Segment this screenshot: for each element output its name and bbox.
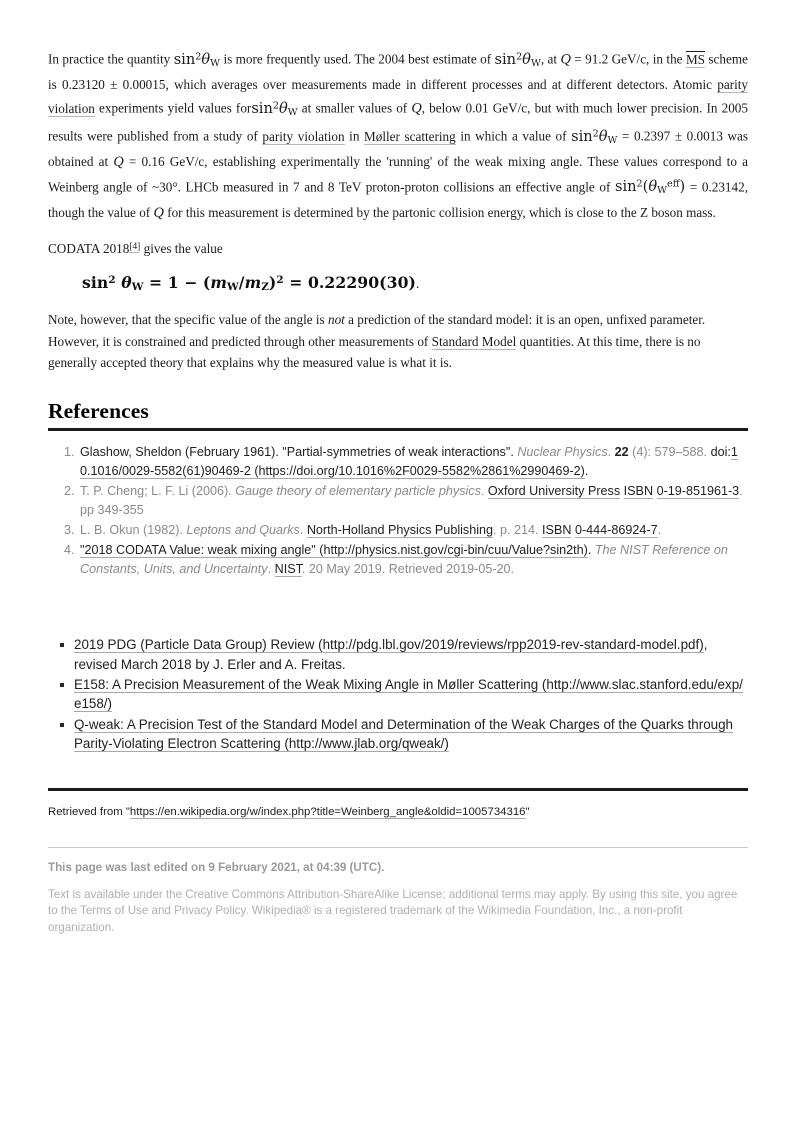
reference-item-3 (78, 521, 748, 540)
isbn-link[interactable]: 0-19-851961-3 (656, 484, 740, 499)
link-parity-violation[interactable]: parity violation (48, 77, 748, 116)
link-nist[interactable]: NIST (274, 562, 302, 577)
article-page (48, 46, 748, 936)
link-ms-bar-scheme[interactable] (686, 52, 705, 68)
link-pdg-url[interactable]: (http://pdg.lbl.gov/2019/reviews/rpp2019-rev-standard-model.pdf) (314, 637, 704, 653)
text-fragment: for this measurement is determined by the partonic collision energy, which is close to the Z boson mass. (163, 204, 716, 220)
reference-issue-pages: (4): 579–588. (628, 445, 711, 460)
doi-link[interactable]: 10.1016/0029-5582(61)90469-2 (80, 445, 738, 479)
variable-q: Q (113, 154, 124, 171)
link-parity-violation-2[interactable]: parity violation (262, 128, 345, 144)
doi-url[interactable]: (https://doi.org/10.1016%2F0029-5582%2861%2990469-2) (250, 464, 585, 479)
reference-authors: Glashow, Sheldon (February 1961). "Partial-symmetries of weak interactions". (80, 445, 518, 460)
reference-authors: T. P. Cheng; L. F. Li (2006). (80, 484, 236, 499)
reference-source: The NIST Reference on Constants, Units, and Uncertainty (80, 543, 728, 577)
text-fragment: . (657, 523, 662, 538)
text-fragment: CODATA 2018 (48, 240, 130, 256)
reference-journal: Nuclear Physics (517, 445, 608, 460)
math-sin2-theta-w-eff: $\sin^2(\theta_W^{eff})$ (614, 178, 686, 197)
reference-item-1 (78, 443, 748, 481)
link-qweak-url[interactable]: (http://www.jlab.org/qweak/) (280, 736, 449, 752)
formula-slash: / (238, 273, 245, 293)
text-fragment: in which a value of (455, 128, 572, 144)
text-fragment: . (480, 484, 488, 499)
variable-q: Q (560, 51, 571, 68)
footer-divider-thin (48, 847, 748, 848)
reference-volume: 22 (614, 445, 629, 460)
text-fragment: . 20 May 2019. Retrieved 2019-05-20. (301, 562, 515, 577)
text-fragment: = 0.16 GeV/c, establishing experimentally the 'running' of the weak mixing angle. These values correspond to a Weinberg angle of ~30°. LHCb measured in 7 and 8 TeV proton-proton collisions an effective angle of (48, 154, 748, 195)
link-publisher[interactable]: North-Holland Physics Publishing (306, 523, 494, 538)
references-list (48, 443, 748, 579)
link-moller-scattering[interactable]: Møller scattering (364, 128, 456, 144)
citation-link-4[interactable]: [4] (129, 241, 141, 252)
link-pdg-review[interactable]: 2019 PDG (Particle Data Group) Review (74, 637, 315, 653)
math-sin2-theta-w: $\sin^2\theta_W$ (173, 50, 221, 69)
emphasis-not: not (327, 312, 345, 328)
text-fragment: , at (540, 51, 561, 67)
text-fragment: , revised March 2018 by J. Erler and A. Freitas. (74, 637, 708, 672)
text-fragment: . pp 349-355 (80, 484, 743, 518)
text-fragment: , below 0.01 GeV/c, but with much lower precision. In 2005 results were published from a study of (48, 100, 748, 144)
external-link-item (74, 635, 748, 674)
link-qweak[interactable]: Q-weak: A Precision Test of the Standard Model and Determination of the Weak Charges of the Quarks through Parity-Violating Electron Scattering (74, 716, 733, 752)
link-standard-model[interactable]: Standard Model (431, 333, 517, 349)
text-fragment: experiments yield values for (94, 100, 252, 116)
paragraph-note (48, 309, 748, 373)
formula-equals-value: = 0.22290(30) (283, 273, 417, 293)
formula-close-paren: ) (268, 273, 277, 293)
text-fragment: quantities. At this time, there is no generally accepted theory that explains why the measured value is what it is. (48, 333, 701, 370)
text-fragment: scheme is 0.23120 ± 0.00015, which averages over measurements made in different processes and at different detectors. Atomic (48, 51, 748, 92)
external-links-list (48, 635, 748, 754)
reference-page: . p. 214. (493, 523, 543, 538)
text-fragment: at smaller values of (297, 100, 412, 116)
link-publisher[interactable]: Oxford University Press (487, 484, 621, 499)
text-fragment: = 91.2 GeV/c, in the (570, 51, 686, 67)
isbn-label[interactable]: ISBN (623, 484, 654, 499)
codata-url[interactable]: (http://physics.nist.gov/cgi-bin/cuu/Value?sin2th) (315, 543, 588, 558)
text-fragment: = 0.2397 ± 0.0013 was obtained at (48, 128, 748, 170)
link-e158[interactable]: E158: A Precision Measurement of the Weak Mixing Angle in Møller Scattering (74, 676, 539, 692)
formula-sin2-theta-w (82, 273, 419, 292)
isbn-link[interactable]: 0-444-86924-7 (574, 523, 658, 538)
paragraph-codata (48, 238, 748, 259)
formula-period: . (416, 276, 420, 292)
variable-q: Q (153, 204, 164, 221)
heading-references: References (48, 399, 748, 431)
text-fragment: . (267, 562, 275, 577)
text-fragment: gives the value (140, 240, 223, 256)
formula-theta: θ (121, 273, 132, 293)
doi-colon: : (727, 445, 731, 460)
formula-exponent-2b: 2 (276, 274, 284, 286)
math-sin2-theta-w: $\sin^2\theta_W$ (494, 50, 541, 69)
text-fragment: . (584, 464, 589, 479)
text-fragment: in (344, 128, 365, 144)
paragraph-practice (48, 46, 748, 224)
last-edited-text: This page was last edited on 9 February 2021, at 04:39 (UTC). (48, 860, 385, 874)
text-fragment: is more frequently used. The 2004 best estimate of (220, 51, 495, 67)
doi-label: doi (710, 445, 728, 460)
ms-overline: MS (685, 51, 706, 67)
licence-text: Text is available under the Creative Commons Attribution-ShareAlike License; additional terms may apply. By using this site, you agree to the Terms of Use and Privacy Policy. Wikipedia® is a registered trademark of the Wikimedia Foundation, Inc., a non-profit organization. (48, 887, 738, 934)
link-codata-title[interactable]: "2018 CODATA Value: weak mixing angle" (80, 543, 316, 558)
formula-sub-w2: W (227, 281, 239, 294)
formula-m2: m (244, 273, 262, 293)
reference-title: Gauge theory of elementary particle physics (235, 484, 481, 499)
reference-item-4 (78, 541, 748, 579)
formula-exponent-2: 2 (108, 274, 116, 286)
permalink-url[interactable]: https://en.wikipedia.org/w/index.php?title=Weinberg_angle&oldid=1005734316 (129, 805, 526, 818)
text-fragment: Retrieved from " (48, 805, 130, 818)
link-e158-url[interactable]: (http://www.slac.stanford.edu/exp/e158/) (74, 676, 743, 712)
text-fragment: In practice the quantity (48, 51, 174, 67)
citation-marker-4[interactable] (129, 242, 140, 253)
text-fragment: a prediction of the standard model: it is an open, unfixed parameter. However, it is constrained and predicted through other measurements of (48, 312, 706, 349)
variable-q: Q (411, 100, 422, 117)
formula-sin: sin (82, 273, 109, 293)
math-sin2-theta-w: $\sin^2\theta_W$ (571, 127, 618, 146)
isbn-label[interactable]: ISBN (542, 523, 572, 538)
text-fragment: = 0.23142, though the value of (48, 179, 749, 220)
formula-m: m (210, 273, 228, 293)
formula-equals-one-minus: = 1 − ( (143, 273, 211, 293)
formula-sub-w: W (131, 281, 144, 294)
text-fragment: . (587, 543, 595, 558)
text-fragment: " (525, 805, 530, 818)
text-fragment: Note, however, that the specific value of the angle is (48, 312, 328, 328)
formula-sub-z: Z (261, 281, 269, 294)
reference-authors: L. B. Okun (1982). (80, 523, 187, 538)
reference-item-2 (78, 482, 748, 520)
external-link-item (74, 675, 748, 714)
reference-title: Leptons and Quarks (186, 523, 300, 538)
retrieved-from (48, 804, 748, 821)
math-sin2-theta-w: $\sin^2\theta_W$ (251, 99, 298, 118)
formula-block (48, 273, 748, 293)
text-fragment: . (299, 523, 307, 538)
external-link-item (74, 715, 748, 754)
footer-divider-thick (48, 788, 748, 791)
text-fragment: . (607, 445, 615, 460)
